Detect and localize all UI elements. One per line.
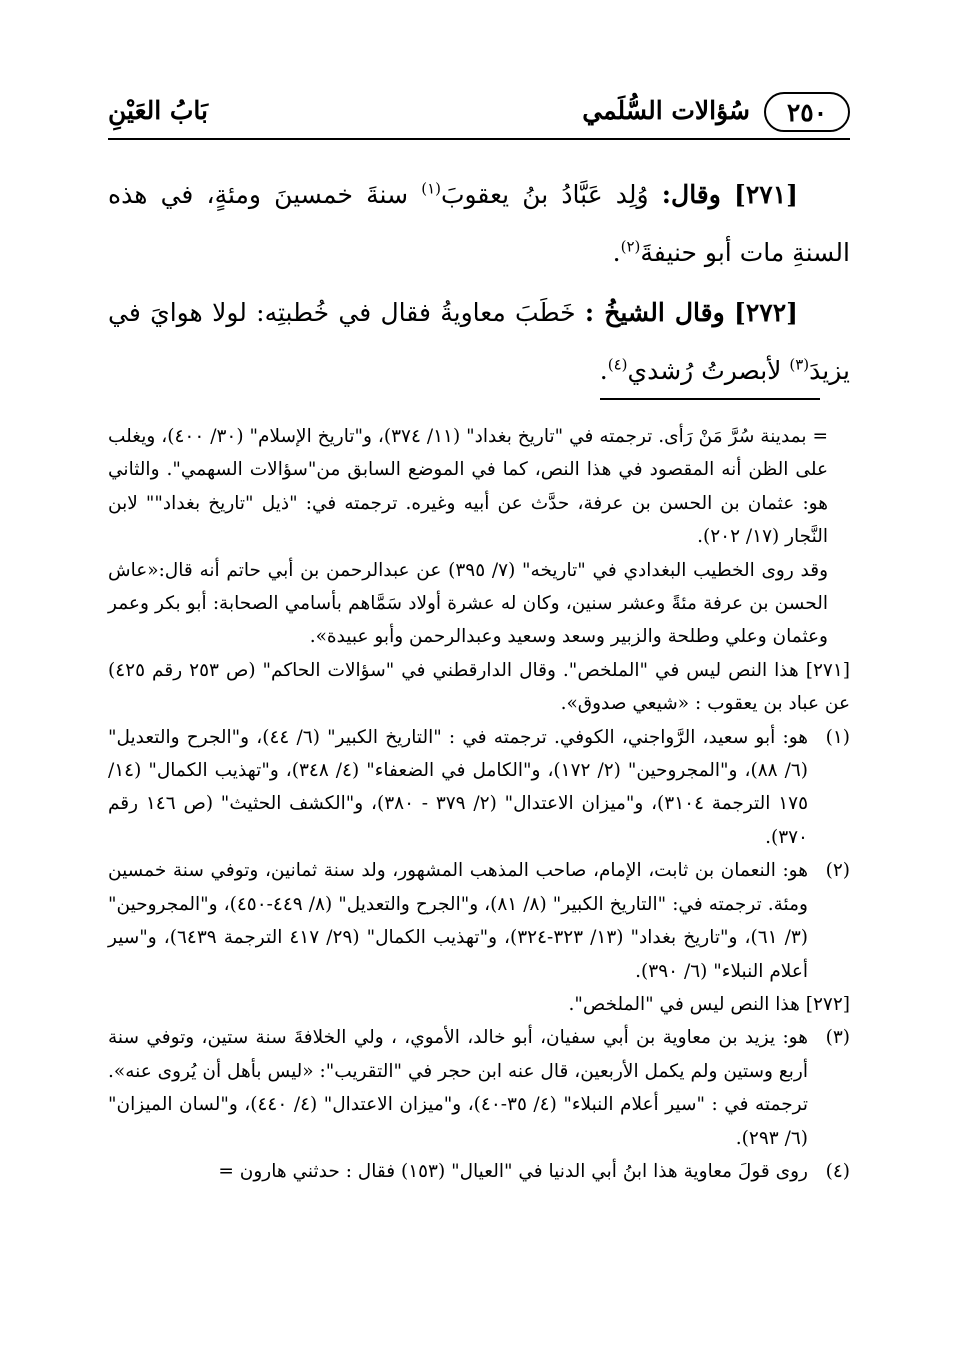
main-text [108,166,850,402]
entry-number: [٢٧١] [734,180,798,209]
entry-text: . [599,356,608,385]
entry-271 [108,166,850,282]
footnote-3 [108,1021,850,1155]
entry-text: وُلِد عَبَّادُ بنُ يعقوبَ [440,180,662,209]
footnote-entry-272: [٢٧٢] هذا النص ليس في "الملخص". [568,993,850,1015]
book-title: سُؤالات السُّلَمي [582,96,750,125]
running-header [108,88,850,140]
page-number: ٢٥٠ [764,92,850,132]
footnote-mark: (٤) [825,1160,850,1182]
footnote-ref[interactable]: (١) [421,179,441,198]
entry-text: سنةَ خمسينَ ومئةٍ، في هذه السنةِ مات أبو حنيفةَ [108,180,850,267]
speaker: وقال الشيخُ : [584,298,725,327]
footnote-continuation: وقد روى الخطيب البغدادي في "تاريخه" (٧/ ٣٩٥) عن عبدالرحمن بن أبي حاتم أنه قال:«عاش الحسن بن عرفة مئةً وعشر سنين، وكان له عشرة أولاد سَمَّاهم بأسامي الصحابة: أبو بكر وعمر وعثمان وعلي وطلحة والزبير وسعد وسعيد وعبدالرحمن وأبو عبيدة». [108,559,829,648]
footnote-mark: (٢) [825,860,850,882]
footnote-ref[interactable]: (٤) [607,355,628,374]
footnote-mark: (١) [825,726,850,748]
footnote-1 [108,721,850,855]
footnote-text: روى قولَ معاوية هذا ابنُ أبي الدنيا في "العيال" (١٥٣) فقال : حدثني هارون = [218,1160,808,1182]
footnote-text: هو: أبو سعيد، الرَّواجني، الكوفي. ترجمته في : "التاريخ الكبير" (٦/ ٤٤)، و"الجرح والتعديل" (٦/ ٨٨)، و"المجروحين" (٢/ ١٧٢)، و"الكامل في الضعفاء" (٤/ ٣٤٨)، و"تهذيب الكمال" (١٤/ ١٧٥ الترجمة ٣١٠٤)، و"ميزان الاعتدال" (٢/ ٣٧٩ - ٣٨٠)، و"الكشف الحثيث" (ص ١٤٦ رقم ٣٧٠). [108,726,809,848]
entry-text: لأبصرتُ رُشدي [627,356,790,385]
footnote-ref[interactable]: (٢) [620,237,641,256]
entry-number: [٢٧٢] [734,298,798,327]
footnote-text: هو: النعمان بن ثابت، الإمام، صاحب المذهب المشهور، ولد سنة ثمانين، وتوفي سنة خمسين ومئة. ترجمته في: "التاريخ الكبير" (٨/ ٨١)، و"الجرح والتعديل" (٨/ ٤٤٩-٤٥٠)، و"المجروحين" (٣/ ٦١)، و"تاريخ بغداد" (١٣/ ٣٢٣-٣٢٤)، و"تهذيب الكمال" (٢٩/ ٤١٧ الترجمة ٦٤٣٩)، و"سير أعلام النبلاء" (٦/ ٣٩٠). [108,860,808,982]
chapter-title: بَابُ العَيْنِ [108,96,209,125]
footnote-ref[interactable]: (٣) [789,355,810,374]
footnote-divider [600,398,820,400]
entry-text: خَطَبَ معاويةُ فقال في خُطبتِه: لولا هوايَ في يزيدَ [108,298,850,385]
speaker: وقال: [661,180,721,209]
footnote-continuation: = بمدينة سُرَّ مَنْ رَأى. ترجمته في "تاريخ بغداد" (١١/ ٣٧٤)، و"تاريخ الإسلام" (٣٠/ ٤٠٠)، ويغلب على الظن أنه المقصود في هذا النص، كما في الموضع السابق من"سؤالات السهمي". والثاني هو: عثمان بن الحسن بن عرفة، حدَّث عن أبيه وغيره. ترجمته في: "ذيل "تاريخ بغداد"" لابن النَّجار (١٧/ ٢٠٢). [108,426,828,548]
footnote-text: هو: يزيد بن معاوية بن أبي سفيان، أبو خالد، الأموي، ، ولي الخلافةَ سنة ستين، وتوفي سنة أربع وستين ولم يكمل الأربعين، قال عنه ابن حجر في "التقريب": «ليس بأهل أن يُروى عنه». ترجمته في : "سير أعلام النبلاء" (٤/ ٣٥-٤٠)، و"ميزان الاعتدال" (٤/ ٤٤٠)، و"لسان الميزان" (٦/ ٢٩٣). [108,1027,808,1149]
footnote-4 [108,1155,850,1188]
footnote-entry-271: [٢٧١] هذا النص ليس في "الملخص". وقال الدارقطني في "سؤالات الحاكم" (ص ٢٥٣ رقم ٤٢٥) عن عباد بن يعقوب : «شيعي صدوق». [108,659,850,715]
header-divider [108,138,850,140]
entry-272 [108,284,850,400]
footnote-2 [108,854,850,988]
footnotes [108,420,850,1188]
entry-text: . [612,238,621,267]
footnote-mark: (٣) [825,1027,850,1049]
